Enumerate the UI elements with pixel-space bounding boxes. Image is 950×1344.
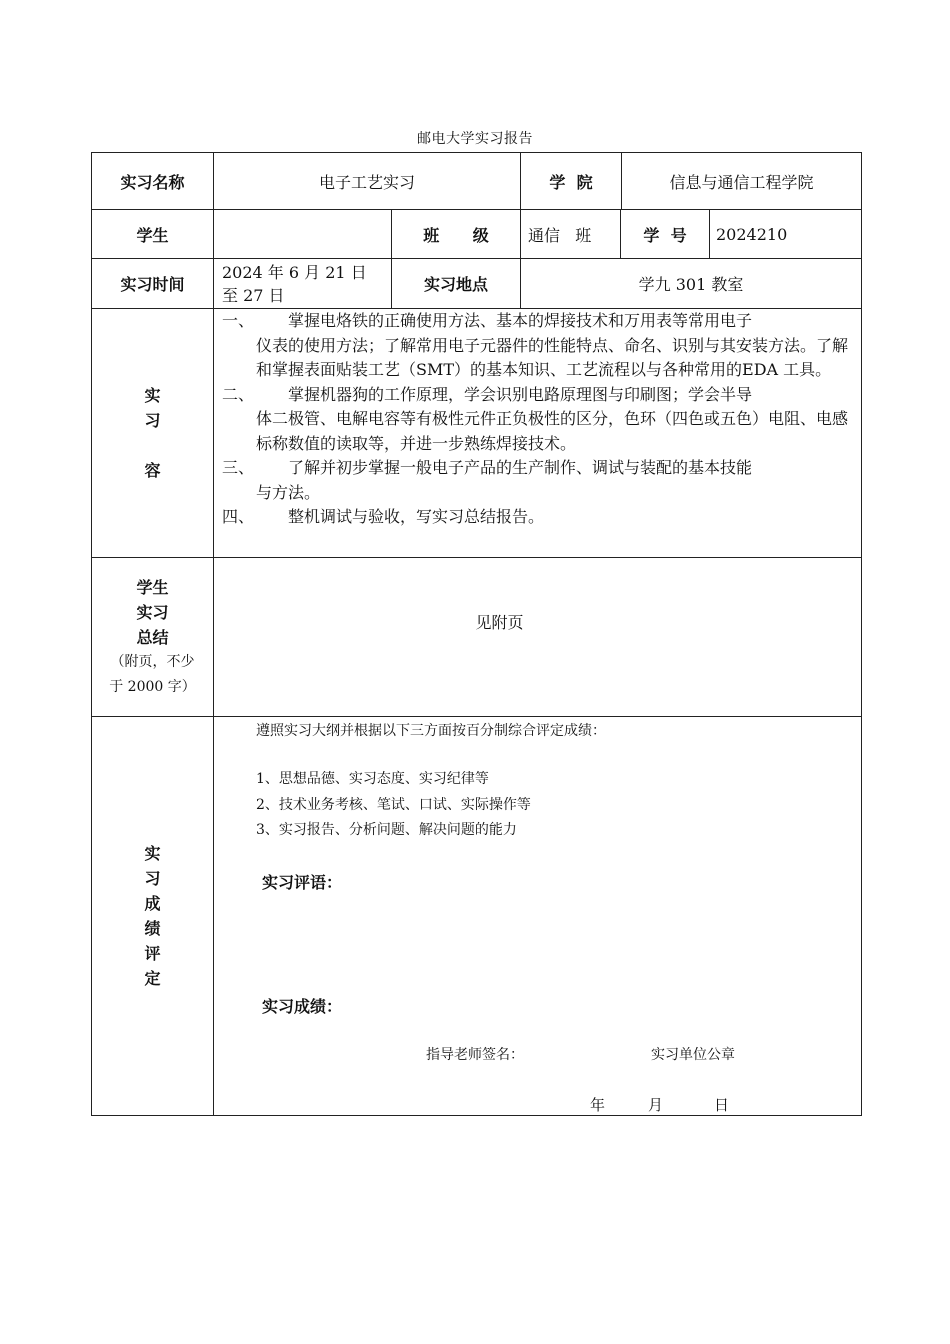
college-label: 学 院 — [549, 172, 593, 192]
class-value: 通信 班 — [528, 225, 592, 245]
evaluation-label-char: 绩 — [144, 919, 161, 938]
evaluation-label-char: 评 — [144, 944, 161, 963]
internship-place-label: 实习地点 — [423, 275, 488, 294]
item-number: 四、 — [222, 507, 255, 526]
column-divider — [709, 209, 710, 258]
item-number: 三、 — [222, 458, 255, 477]
item-number: 二、 — [222, 384, 255, 404]
evaluation-criteria — [256, 767, 531, 844]
evaluation-label-char: 成 — [144, 894, 161, 913]
content-label-char: 容 — [144, 461, 161, 480]
item-continuation: 与方法。 — [256, 482, 321, 502]
content-label-char: 实 — [144, 386, 161, 405]
student-id-label: 学 号 — [643, 225, 687, 245]
content-label — [92, 309, 213, 557]
summary-value: 见附页 — [475, 612, 524, 632]
internship-name-label: 实习名称 — [120, 172, 185, 192]
comment-label: 实习评语： — [262, 873, 343, 892]
evaluation-label-char: 实 — [144, 844, 161, 863]
summary-label — [92, 558, 213, 716]
internship-name-value: 电子工艺实习 — [318, 172, 415, 192]
content-list — [222, 309, 854, 530]
internship-place-value: 学九 301 教室 — [638, 275, 744, 294]
student-id-value: 2024210 — [716, 224, 788, 244]
summary-note-line: （附页，不少 — [110, 653, 195, 670]
item-first-line: 掌握机器狗的工作原理，学会识别电路原理图与印刷图；学会半导 — [288, 384, 753, 404]
time-line-1: 2024 年 6 月 21 日 — [222, 262, 367, 282]
evaluation-intro: 遵照实习大纲并根据以下三方面按百分制综合评定成绩： — [256, 723, 606, 739]
time-line-2: 至 27 日 — [222, 285, 285, 305]
date-month: 月 — [648, 1096, 664, 1114]
list-item — [222, 309, 854, 383]
criteria-item: 2、技术业务考核、笔试、口试、实际操作等 — [256, 796, 531, 813]
list-item — [222, 505, 854, 530]
list-item — [222, 383, 854, 457]
content-label-char: 习 — [144, 411, 161, 430]
document-title: 邮电大学实习报告 — [417, 131, 533, 147]
class-label: 班 级 — [423, 225, 489, 245]
evaluation-label-char: 习 — [144, 869, 161, 888]
item-first-line: 掌握电烙铁的正确使用方法、基本的焊接技术和万用表等常用电子 — [288, 311, 753, 330]
item-number: 一、 — [222, 311, 255, 330]
college-value: 信息与通信工程学院 — [669, 172, 814, 192]
summary-label-line: 学生 — [136, 577, 169, 597]
internship-time-label: 实习时间 — [120, 275, 185, 294]
list-item — [222, 456, 854, 505]
date-day: 日 — [714, 1096, 730, 1114]
evaluation-label-char: 定 — [144, 969, 161, 988]
item-continuation: 仪表的使用方法；了解常用电子元器件的性能特点、命名、识别与其安装方法。了解和掌握表面贴装工艺（SMT）的基本知识、工艺流程以与各种常用的EDA 工具。 — [256, 335, 849, 379]
criteria-item: 1、思想品德、实习态度、实习纪律等 — [256, 771, 489, 787]
item-first-line: 了解并初步掌握一般电子产品的生产制作、调试与装配的基本技能 — [288, 458, 753, 477]
criteria-item: 3、实习报告、分析问题、解决问题的能力 — [256, 822, 517, 838]
summary-note-line: 于 2000 字） — [109, 678, 196, 695]
date-year: 年 — [590, 1096, 606, 1114]
unit-seal-label: 实习单位公章 — [651, 1047, 735, 1063]
student-label: 学生 — [136, 225, 169, 245]
teacher-signature-label: 指导老师签名： — [426, 1047, 524, 1063]
summary-label-line: 实习 — [136, 602, 169, 622]
table-border-right — [861, 152, 862, 1116]
item-continuation: 体二极管、电解电容等有极性元件正负极性的区分，色环（四色或五色）电阻、电感标称数值的读取等，并进一步熟练焊接技术。 — [256, 409, 849, 453]
summary-label-line: 总结 — [136, 627, 169, 647]
grade-label: 实习成绩： — [262, 997, 343, 1016]
evaluation-label — [92, 717, 213, 1115]
item-first-line: 整机调试与验收，写实习总结报告。 — [288, 507, 545, 526]
student-value — [214, 210, 391, 258]
internship-time-value — [222, 259, 391, 308]
table-border-bottom — [91, 1115, 862, 1116]
column-divider — [213, 152, 214, 1116]
